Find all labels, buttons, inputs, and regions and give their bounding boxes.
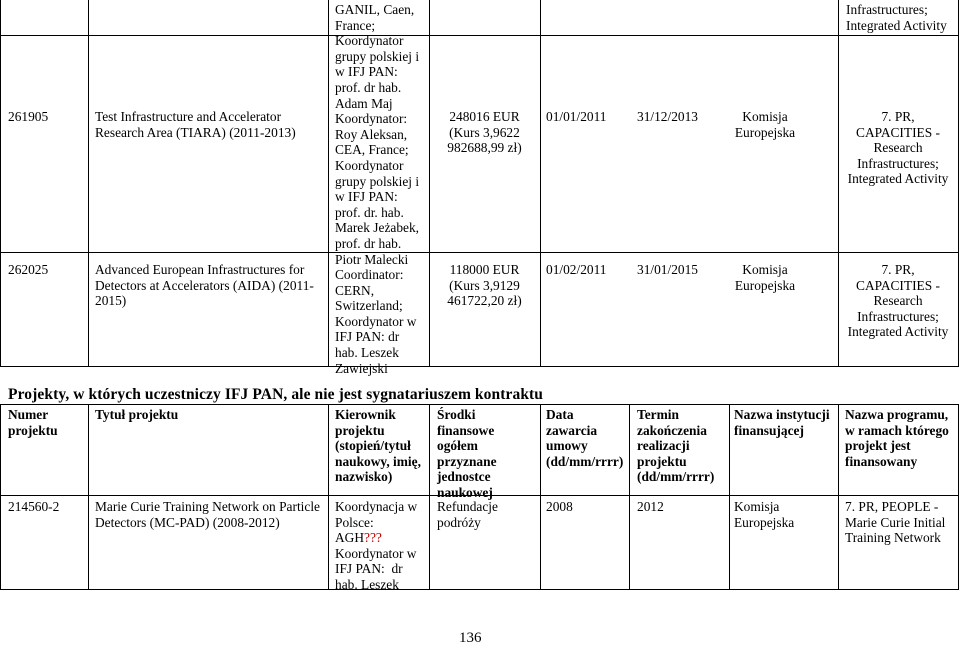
header-funds: Środki finansowe ogółem przyznane jednostce naukowej <box>437 407 497 500</box>
page-number: 136 <box>459 630 482 646</box>
header-end-date: Termin zakończenia realizacji projektu (dd/mm/rrrr) <box>637 407 715 485</box>
lower-table-vline-2 <box>328 404 329 590</box>
lower-table-right-border <box>958 404 959 590</box>
row1-start-date: 01/01/2011 <box>546 109 607 124</box>
lower-row-program: 7. PR, PEOPLE - Marie Curie Initial Training Network <box>845 499 946 546</box>
lower-table-vline-5 <box>629 404 630 590</box>
lower-row-end: 2012 <box>637 499 664 514</box>
lower-table-vline-7 <box>838 404 839 590</box>
lower-table-left-border <box>0 404 1 590</box>
row2-title: Advanced European Infrastructures for Detectors at Accelerators (AIDA) (2011-2015) <box>95 262 314 309</box>
upper-table-hline-mid <box>0 252 959 253</box>
leaders-column: GANIL, Caen, France; Koordynator grupy polskiej i w IFJ PAN: prof. dr hab. Adam Maj Koordynator: Roy Aleksan, CEA, France; Koordynator grupy polskiej i w IFJ PAN: prof. dr. hab. Marek Jeżabek, prof. dr hab. Piotr Malecki Coordinator: CERN, Switzerland; Koordynator w IFJ PAN: dr hab. Leszek Zawiejski <box>335 2 420 376</box>
upper-table-hline-bottom <box>0 366 959 367</box>
lower-row-institution: Komisja Europejska <box>734 499 795 530</box>
lower-table-hline-bottom <box>0 589 959 590</box>
row1-number: 261905 <box>8 109 49 124</box>
row2-end-date: 31/01/2015 <box>637 262 699 277</box>
row1-funds: 248016 EUR (Kurs 3,9622 982688,99 zł) <box>447 109 522 156</box>
lower-row-start: 2008 <box>546 499 573 514</box>
upper-table-left-border <box>0 0 1 367</box>
top-program-continuation: Infrastructures; Integrated Activity <box>846 2 947 33</box>
row1-title: Test Infrastructure and Accelerator Research Area (TIARA) (2011-2013) <box>95 109 296 140</box>
header-start-date: Data zawarcia umowy (dd/mm/rrrr) <box>546 407 624 469</box>
lower-table-vline-1 <box>88 404 89 590</box>
row1-end-date: 31/12/2013 <box>637 109 699 124</box>
upper-table-right-border <box>958 0 959 367</box>
upper-table-vline-1 <box>88 0 89 367</box>
row1-institution: Komisja Europejska <box>734 109 796 140</box>
leader-question-marks: ??? <box>364 530 382 546</box>
lower-row-number: 214560-2 <box>8 499 60 514</box>
header-program: Nazwa programu, w ramach którego projekt jest finansowany <box>845 407 949 469</box>
header-leader: Kierownik projektu (stopień/tytuł naukowy, imię, nazwisko) <box>335 407 421 485</box>
upper-table-vline-2 <box>328 0 329 367</box>
lower-row-leader: Koordynacja w Polsce: AGH??? Koordynator w IFJ PAN: dr hab. Leszek <box>335 499 418 592</box>
row2-number: 262025 <box>8 262 49 277</box>
lower-table-hline-top <box>0 404 959 405</box>
row2-institution: Komisja Europejska <box>734 262 796 293</box>
row2-start-date: 01/02/2011 <box>546 262 607 277</box>
header-number: Numer projektu <box>8 407 58 438</box>
upper-table-vline-4 <box>540 0 541 367</box>
upper-table-vline-3 <box>429 0 430 367</box>
row2-funds: 118000 EUR (Kurs 3,9129 461722,20 zł) <box>447 262 522 309</box>
header-title: Tytuł projektu <box>95 407 179 422</box>
lower-row-funds: Refundacje podróży <box>437 499 498 530</box>
leader-agh: AGH <box>335 530 365 546</box>
upper-table-hline-top <box>0 35 959 36</box>
lower-row-title: Marie Curie Training Network on Particle Detectors (MC-PAD) (2008-2012) <box>95 499 320 530</box>
lower-table-vline-6 <box>729 404 730 590</box>
lower-table-vline-3 <box>429 404 430 590</box>
section-title: Projekty, w których uczestniczy IFJ PAN, ale nie jest sygnatariuszem kontraktu <box>8 386 544 403</box>
lower-table-vline-4 <box>540 404 541 590</box>
header-institution: Nazwa instytucji finansującej <box>734 407 830 438</box>
row2-program: 7. PR, CAPACITIES - Research Infrastructures; Integrated Activity <box>847 262 949 340</box>
row1-program: 7. PR, CAPACITIES - Research Infrastructures; Integrated Activity <box>847 109 949 187</box>
